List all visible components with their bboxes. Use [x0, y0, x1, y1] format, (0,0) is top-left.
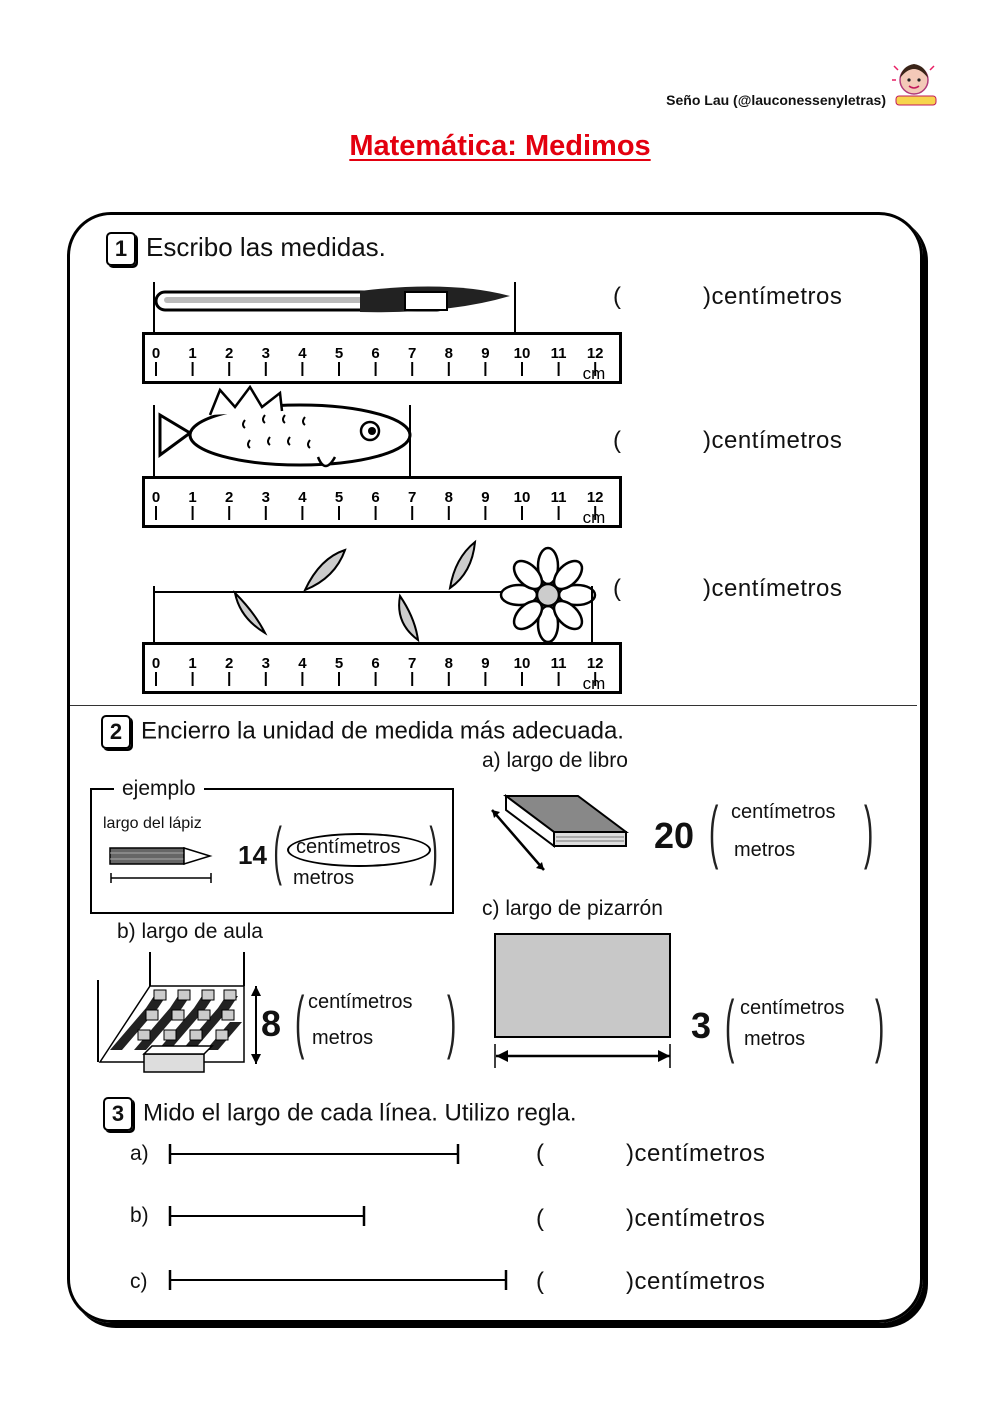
line-b-answer: ( )centímetros	[536, 1205, 766, 1232]
ruler-tick-label: 7	[408, 345, 417, 362]
ruler-tick-label: 11	[550, 489, 567, 506]
ruler-tick-label: 10	[513, 489, 531, 506]
section3-heading	[103, 1097, 577, 1131]
section2-heading-text: Encierro la unidad de medida más adecuada.	[141, 717, 624, 745]
ruler-tick-label: 6	[371, 345, 380, 362]
example-legend: ejemplo	[114, 777, 204, 801]
section1-answer-3: ( )centímetros	[613, 575, 843, 602]
ruler-tick-label: 6	[371, 489, 380, 506]
item-c-close-bracket: )	[874, 986, 885, 1064]
line-b-label: b)	[130, 1204, 149, 1227]
item-b-label: b) largo de aula	[117, 920, 263, 943]
section3-heading-text: Mido el largo de cada línea. Utilizo regla.	[143, 1099, 577, 1127]
example-value: 14	[238, 840, 267, 870]
ruler-tick-label: 3	[261, 655, 270, 672]
ruler-tick-label: 0	[151, 655, 161, 672]
item-a-open-bracket: (	[708, 792, 719, 870]
ruler-tick-label: 10	[513, 655, 531, 672]
item-c-label: c) largo de pizarrón	[482, 897, 663, 920]
ruler-tick-label: 5	[334, 345, 344, 362]
ruler-tick-label: 4	[298, 489, 307, 506]
line-a-label: a)	[130, 1142, 149, 1165]
ruler-tick-label: 12	[586, 655, 604, 672]
item-c-opt2: metros	[744, 1028, 806, 1050]
item-a-close-bracket: )	[863, 792, 874, 870]
ruler-tick-label: 11	[550, 655, 567, 672]
item-c-open-bracket: (	[724, 986, 735, 1064]
item-a-opt2: metros	[734, 839, 796, 861]
ruler-svg	[142, 332, 622, 384]
ruler-tick-label: 4	[298, 345, 307, 362]
item-b-close-bracket: )	[446, 982, 457, 1060]
ruler-tick-label: 8	[444, 489, 453, 506]
ruler-tick-label: 7	[408, 489, 417, 506]
ruler-tick-label: 8	[444, 345, 453, 362]
pencil-icon	[150, 278, 530, 338]
ruler-tick-label: 5	[334, 489, 344, 506]
small-pencil-icon	[108, 842, 216, 884]
ruler-tick-label: 2	[225, 345, 234, 362]
section1-answer-2: ( )centímetros	[613, 427, 843, 454]
section1-heading	[106, 232, 386, 266]
ruler-tick-label: 0	[151, 345, 161, 362]
ruler-tick-label: 6	[371, 655, 380, 672]
ruler-tick-label: 11	[550, 345, 567, 362]
ruler-tick-label: 0	[151, 489, 161, 506]
ruler-svg	[142, 476, 622, 528]
example-close-bracket: )	[429, 814, 438, 886]
ruler-tick-label: 12	[586, 345, 604, 362]
item-b-opt1: centímetros	[308, 991, 413, 1013]
ruler-unit-label: cm	[582, 508, 606, 527]
page-title: Matemática: Medimos	[349, 130, 651, 162]
flower-icon	[150, 538, 600, 646]
line-c-answer: ( )centímetros	[536, 1268, 766, 1295]
line-c	[166, 1269, 510, 1291]
ruler-tick-label: 4	[298, 655, 307, 672]
ruler-tick-label: 10	[513, 345, 531, 362]
ruler-tick-label: 8	[444, 655, 453, 672]
ruler-tick-label: 9	[481, 345, 490, 362]
item-c-opt1: centímetros	[740, 997, 845, 1019]
section1-heading-text: Escribo las medidas.	[146, 232, 386, 262]
example-open-bracket: (	[273, 814, 282, 886]
ruler-svg	[142, 642, 622, 694]
ruler-tick-label: 5	[334, 655, 344, 672]
ruler-tick-label: 2	[225, 489, 234, 506]
item-c-value: 3	[691, 1005, 712, 1046]
section2-number: 2	[101, 715, 131, 749]
ruler-tick-label: 1	[188, 345, 197, 362]
ruler-unit-label: cm	[582, 674, 606, 693]
ruler-tick-label: 12	[586, 489, 604, 506]
ruler-tick-label: 2	[225, 655, 234, 672]
example-opt1: centímetros	[296, 836, 401, 858]
author-credit: Seño Lau (@lauconessenyletras)	[666, 92, 886, 108]
item-b-opt2: metros	[312, 1027, 374, 1049]
section2-heading	[101, 715, 624, 749]
line-b	[166, 1205, 368, 1227]
ruler-2	[142, 476, 622, 533]
line-a-answer: ( )centímetros	[536, 1140, 766, 1167]
ruler-tick-label: 3	[261, 489, 270, 506]
section-divider	[70, 705, 917, 706]
item-b-open-bracket: (	[294, 982, 305, 1060]
ruler-body	[144, 644, 621, 693]
fish-icon	[150, 385, 420, 480]
ruler-unit-label: cm	[582, 364, 606, 383]
item-b-value: 8	[261, 1003, 282, 1044]
example-caption: largo del lápiz	[103, 815, 202, 832]
ruler-tick-label: 7	[408, 655, 417, 672]
section3-number: 3	[103, 1097, 133, 1131]
ruler-tick-label: 3	[261, 345, 270, 362]
blackboard-icon	[492, 930, 674, 1070]
line-a	[166, 1143, 462, 1165]
ruler-tick-label: 9	[481, 655, 490, 672]
author-avatar-logo	[890, 60, 942, 110]
ruler-3	[142, 642, 622, 699]
item-a-opt1: centímetros	[731, 801, 836, 823]
ruler-body	[144, 334, 621, 383]
section1-number: 1	[106, 232, 136, 266]
ruler-body	[144, 478, 621, 527]
ruler-1	[142, 332, 622, 389]
item-a-value: 20	[654, 815, 695, 856]
classroom-icon	[94, 950, 270, 1075]
example-opt2: metros	[293, 867, 355, 889]
section1-answer-1: ( )centímetros	[613, 283, 843, 310]
line-c-label: c)	[130, 1270, 148, 1293]
ruler-tick-label: 1	[188, 655, 197, 672]
ruler-tick-label: 9	[481, 489, 490, 506]
book-icon	[488, 790, 630, 874]
item-a-label: a) largo de libro	[482, 749, 628, 772]
ruler-tick-label: 1	[188, 489, 197, 506]
